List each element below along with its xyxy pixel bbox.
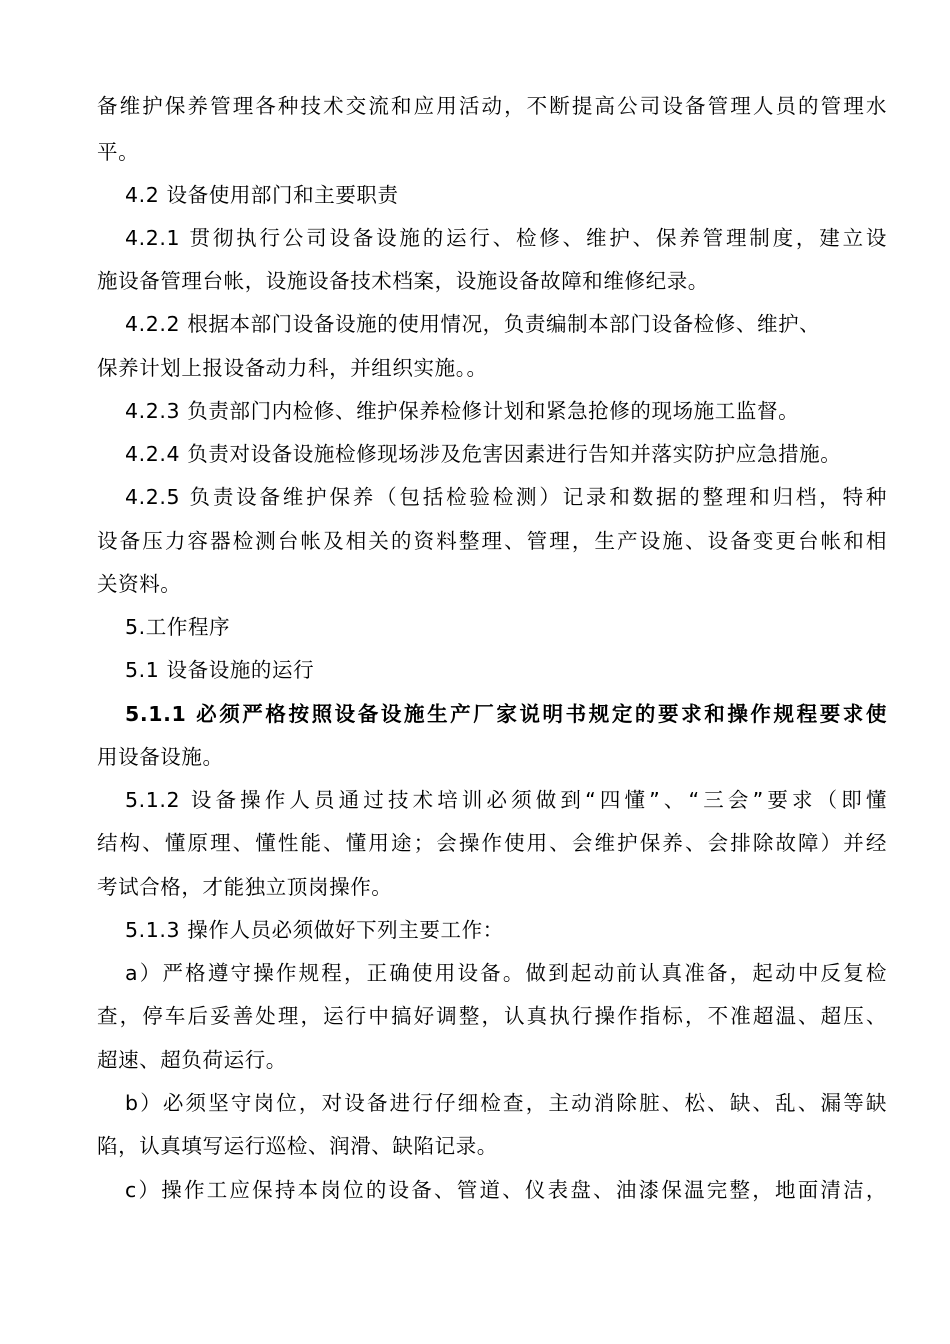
section-heading-5-1: 5.1 设备设施的运行 bbox=[125, 658, 315, 682]
paragraph-line: 4.2.3 负责部门内检修、维护保养检修计划和紧急抢修的现场施工监督。 bbox=[125, 399, 800, 423]
paragraph-line: 用设备设施。 bbox=[97, 745, 224, 769]
paragraph-line: 4.2.2 根据本部门设备设施的使用情况，负责编制本部门设备检修、维护、 bbox=[125, 312, 821, 336]
paragraph-line: 备维护保养管理各种技术交流和应用活动，不断提高公司设备管理人员的管理水 bbox=[97, 94, 887, 118]
paragraph-line: 4.2.1 贯彻执行公司设备设施的运行、检修、维护、保养管理制度，建立设 bbox=[125, 226, 887, 250]
paragraph-line: 结构、懂原理、懂性能、懂用途；会操作使用、会维护保养、会排除故障）并经 bbox=[97, 831, 887, 855]
paragraph-line: 设备压力容器检测台帐及相关的资料整理、管理，生产设施、设备变更台帐和相 bbox=[97, 529, 887, 553]
paragraph-line: 4.2.4 负责对设备设施检修现场涉及危害因素进行告知并落实防护应急措施。 bbox=[125, 442, 842, 466]
paragraph-line: 关资料。 bbox=[97, 572, 182, 596]
section-heading-5: 5.工作程序 bbox=[125, 615, 231, 639]
paragraph-line: 5.1.3 操作人员必须做好下列主要工作： bbox=[125, 918, 504, 942]
list-item-c: c）操作工应保持本岗位的设备、管道、仪表盘、油漆保温完整，地面清洁， bbox=[125, 1178, 887, 1202]
list-item-a: a）严格遵守操作规程，正确使用设备。做到起动前认真准备，起动中反复检 bbox=[125, 961, 887, 985]
paragraph-line: 查，停车后妥善处理，运行中搞好调整，认真执行操作指标，不准超温、超压、 bbox=[97, 1004, 887, 1028]
list-item-b: b）必须坚守岗位，对设备进行仔细检查，主动消除脏、松、缺、乱、漏等缺 bbox=[125, 1091, 887, 1115]
paragraph-line: 超速、超负荷运行。 bbox=[97, 1048, 287, 1072]
paragraph-line: 平。 bbox=[97, 140, 140, 164]
section-heading-4-2: 4.2 设备使用部门和主要职责 bbox=[125, 183, 399, 207]
paragraph-line: 陷，认真填写运行巡检、润滑、缺陷记录。 bbox=[97, 1134, 498, 1158]
paragraph-line: 施设备管理台帐，设施设备技术档案，设施设备故障和维修纪录。 bbox=[97, 269, 709, 293]
paragraph-line: 保养计划上报设备动力科，并组织实施。。 bbox=[97, 356, 488, 380]
paragraph-line: 4.2.5 负责设备维护保养（包括检验检测）记录和数据的整理和归档，特种 bbox=[125, 485, 887, 509]
paragraph-line: 考试合格，才能独立顶岗操作。 bbox=[97, 875, 393, 899]
paragraph-line-bold: 5.1.1 必须严格按照设备设施生产厂家说明书规定的要求和操作规程要求使 bbox=[125, 702, 887, 726]
paragraph-line: 5.1.2 设备操作人员通过技术培训必须做到“四懂”、“三会”要求（即懂 bbox=[125, 788, 887, 812]
